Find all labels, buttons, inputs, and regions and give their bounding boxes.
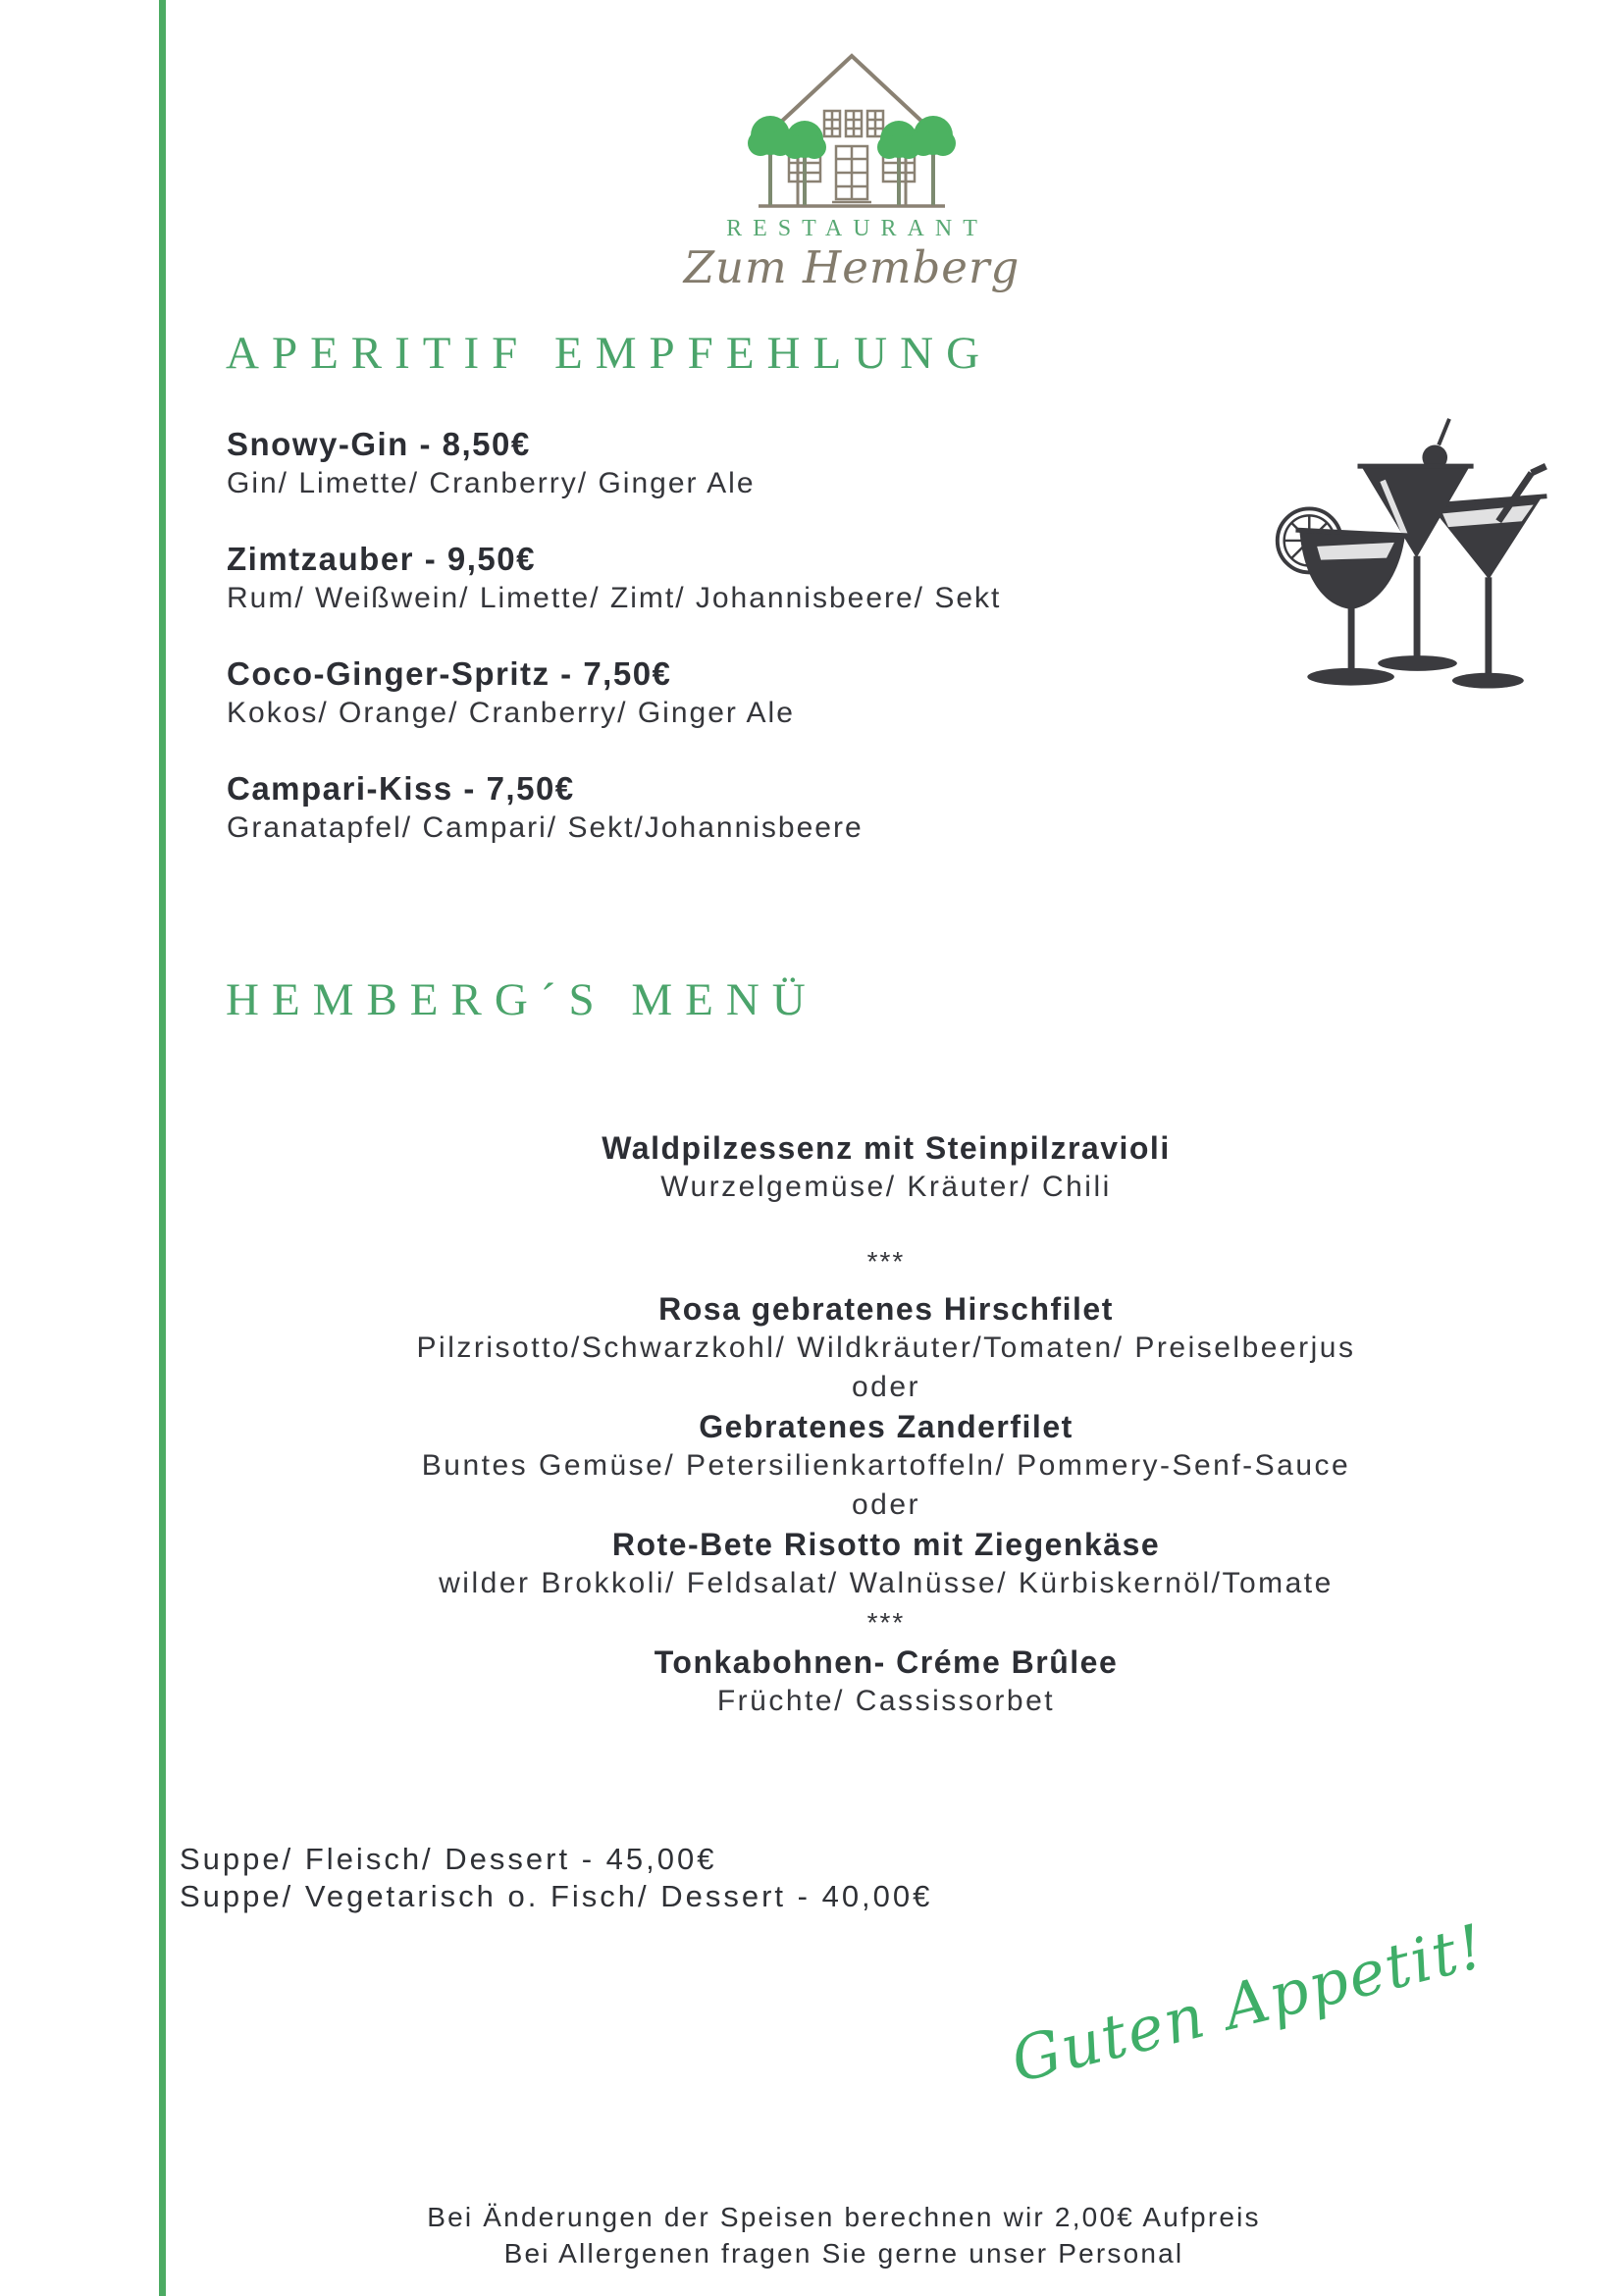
menu-course-title: Tonkabohnen- Créme Brûlee — [654, 1644, 1119, 1680]
menu-course-desc: wilder Brokkoli/ Feldsalat/ Walnüsse/ Kürbiskernöl/Tomate — [439, 1567, 1334, 1599]
menu-block — [199, 1128, 1573, 1721]
aperitif-item-name: Coco-Ginger-Spritz - 7,50€ — [227, 655, 672, 692]
left-accent-bar — [159, 0, 166, 2296]
restaurant-label: RESTAURANT — [726, 216, 988, 241]
aperitif-item-name: Campari-Kiss - 7,50€ — [227, 770, 575, 807]
menu-course-desc: Buntes Gemüse/ Petersilienkartoffeln/ Pommery-Senf-Sauce — [421, 1449, 1351, 1482]
footer-line-2: Bei Allergenen fragen Sie gerne unser Personal — [503, 2238, 1184, 2269]
aperitif-item-desc: Gin/ Limette/ Cranberry/ Ginger Ale — [227, 467, 756, 499]
aperitif-item — [227, 654, 1208, 733]
house-logo-icon — [724, 49, 979, 224]
aperitif-item-name: Snowy-Gin - 8,50€ — [227, 426, 531, 462]
cocktail-glasses-illustration — [1259, 413, 1578, 722]
menu-course-title: Rosa gebratenes Hirschfilet — [658, 1291, 1114, 1327]
menu-course-desc: Früchte/ Cassissorbet — [716, 1685, 1056, 1717]
aperitif-item — [227, 769, 1208, 848]
pricing-line-2: Suppe/ Vegetarisch o. Fisch/ Dessert - 40,00€ — [180, 1879, 933, 1913]
menu-course-title: Rote-Bete Risotto mit Ziegenkäse — [611, 1527, 1161, 1562]
menu-course-desc: Pilzrisotto/Schwarzkohl/ Wildkräuter/Tomaten/ Preiselbeerjus — [416, 1331, 1356, 1364]
menu-course-title: Gebratenes Zanderfilet — [699, 1409, 1074, 1444]
aperitif-item-desc: Granatapfel/ Campari/ Sekt/Johannisbeere — [227, 811, 864, 844]
footer-line-1: Bei Änderungen der Speisen berechnen wir 2,00€ Aufpreis — [427, 2202, 1261, 2232]
footer-notes — [157, 2199, 1531, 2271]
aperitif-heading: APERITIF EMPFEHLUNG — [226, 328, 993, 379]
menu-or-label: oder — [851, 1488, 921, 1521]
aperitif-item-desc: Kokos/ Orange/ Cranberry/ Ginger Ale — [227, 697, 795, 729]
menu-heading: HEMBERG´S MENÜ — [226, 974, 818, 1025]
menu-or-label: oder — [851, 1371, 921, 1403]
menu-course-title: Waldpilzessenz mit Steinpilzravioli — [602, 1130, 1171, 1166]
aperitif-list — [227, 425, 1208, 884]
guten-appetit-script: Guten Appetit! — [1004, 1909, 1493, 2097]
aperitif-item — [227, 425, 1208, 503]
aperitif-item — [227, 540, 1208, 618]
pricing-line-1: Suppe/ Fleisch/ Dessert - 45,00€ — [180, 1842, 717, 1876]
menu-course-desc: Wurzelgemüse/ Kräuter/ Chili — [660, 1171, 1112, 1203]
restaurant-name-script: Zum Hemberg — [683, 241, 1021, 293]
menu-pricing — [180, 1841, 932, 1915]
aperitif-item-desc: Rum/ Weißwein/ Limette/ Zimt/ Johannisbeere/ Sekt — [227, 582, 1002, 614]
aperitif-item-name: Zimtzauber - 9,50€ — [227, 541, 536, 577]
menu-separator: *** — [866, 1246, 906, 1277]
menu-separator: *** — [866, 1607, 906, 1638]
